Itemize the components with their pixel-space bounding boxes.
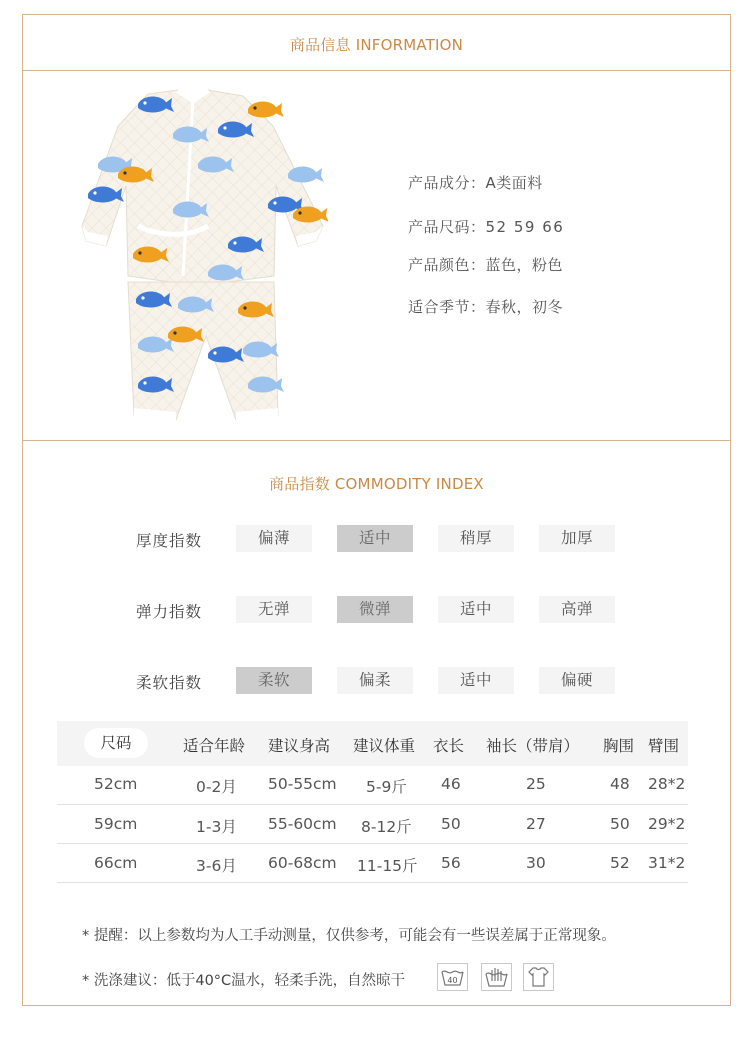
index-label-softness: 柔软指数 [136, 674, 203, 692]
table-cell: 50-55cm [268, 775, 337, 793]
softness-option: 偏硬 [539, 667, 615, 694]
header-weight: 建议体重 [353, 737, 416, 755]
table-cell: 3-6月 [196, 857, 237, 875]
elasticity-option: 适中 [438, 596, 514, 623]
divider [22, 70, 731, 71]
thickness-option: 偏薄 [236, 525, 312, 552]
header-sleeve: 袖长（带肩） [486, 737, 580, 755]
table-cell: 52cm [94, 775, 138, 793]
elasticity-option-selected: 微弹 [337, 596, 413, 623]
table-cell: 5-9斤 [366, 778, 407, 796]
softness-option-selected: 柔软 [236, 667, 312, 694]
table-cell: 66cm [94, 854, 138, 872]
wash-40-icon [437, 963, 468, 991]
table-cell: 48 [610, 775, 630, 793]
table-cell: 56 [441, 854, 461, 872]
table-cell: 29*2 [648, 815, 686, 833]
table-cell: 52 [610, 854, 630, 872]
softness-option: 适中 [438, 667, 514, 694]
spec-color: 产品颜色：蓝色，粉色 [408, 256, 564, 274]
measurement-reminder: * 提醒：以上参数均为人工手动测量，仅供参考，可能会有一些误差属于正常现象。 [82, 928, 616, 944]
wash-temp: 40 [447, 976, 458, 985]
section-title-information: 商品信息 INFORMATION [289, 36, 464, 54]
table-cell: 50 [441, 815, 461, 833]
hang-dry-icon [523, 963, 554, 991]
table-cell: 28*2 [648, 775, 686, 793]
table-cell: 11-15斤 [357, 857, 418, 875]
table-cell: 31*2 [648, 854, 686, 872]
elasticity-option: 高弹 [539, 596, 615, 623]
thickness-option: 稍厚 [438, 525, 514, 552]
row-divider [57, 843, 688, 844]
table-cell: 1-3月 [196, 818, 237, 836]
table-cell: 60-68cm [268, 854, 337, 872]
index-label-thickness: 厚度指数 [136, 532, 203, 550]
header-chest: 胸围 [603, 737, 635, 755]
thickness-option: 加厚 [539, 525, 615, 552]
table-cell: 8-12斤 [361, 818, 412, 836]
table-cell: 25 [526, 775, 546, 793]
product-image [78, 86, 328, 426]
row-divider [57, 804, 688, 805]
header-size: 尺码 [84, 728, 148, 758]
row-divider [57, 882, 688, 883]
washing-advice: * 洗涤建议：低于40°C温水，轻柔手洗，自然晾干 [82, 973, 406, 989]
table-cell: 55-60cm [268, 815, 337, 833]
spec-size: 产品尺码：52 59 66 [408, 218, 565, 236]
table-cell: 59cm [94, 815, 138, 833]
hand-wash-icon [481, 963, 512, 991]
table-cell: 27 [526, 815, 546, 833]
table-cell: 0-2月 [196, 778, 237, 796]
spec-material: 产品成分：A类面料 [408, 174, 543, 192]
header-length: 衣长 [433, 737, 465, 755]
table-cell: 50 [610, 815, 630, 833]
header-arm: 臂围 [648, 737, 680, 755]
header-height: 建议身高 [268, 737, 331, 755]
table-cell: 30 [526, 854, 546, 872]
table-cell: 46 [441, 775, 461, 793]
spec-season: 适合季节：春秋，初冬 [408, 298, 564, 316]
thickness-option-selected: 适中 [337, 525, 413, 552]
elasticity-option: 无弹 [236, 596, 312, 623]
section-title-commodity-index: 商品指数 COMMODITY INDEX [269, 475, 484, 493]
header-age: 适合年龄 [183, 737, 246, 755]
divider [22, 440, 731, 441]
index-label-elasticity: 弹力指数 [136, 603, 203, 621]
softness-option: 偏柔 [337, 667, 413, 694]
